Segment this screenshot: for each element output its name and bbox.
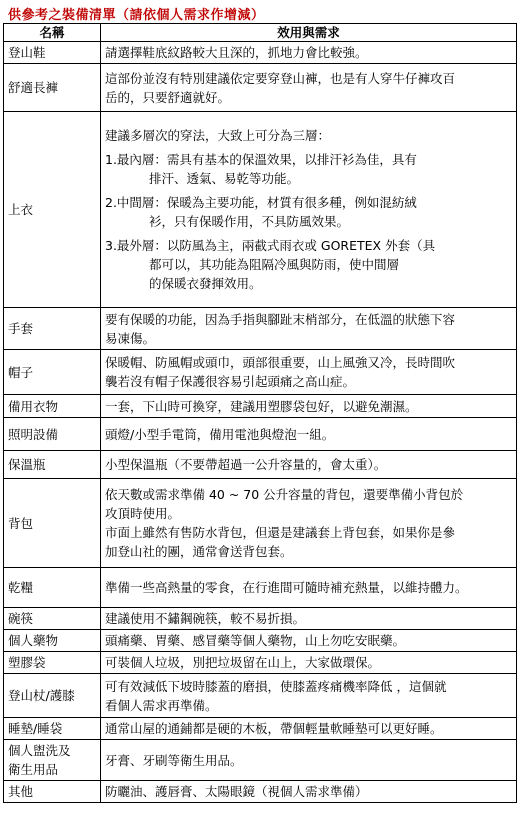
description-line: 可裝個人垃圾，別把垃圾留在山上，大家做環保。 <box>105 655 381 670</box>
row-name: 上衣 <box>4 112 101 308</box>
table-row <box>4 112 517 308</box>
description-line: 看個人需求再準備。 <box>105 697 218 713</box>
description-line: 岳的，只要舒適就好。 <box>105 89 231 105</box>
row-description <box>101 674 517 718</box>
description-line: 3.最外層：以防風為主，兩截式雨衣或 GORETEX 外套（具 <box>105 238 436 253</box>
row-name: 帽子 <box>4 350 101 395</box>
table-row <box>4 740 517 781</box>
row-name: 背包 <box>4 479 101 568</box>
row-name-line: 衛生用品 <box>8 762 59 777</box>
row-name: 照明設備 <box>4 418 101 451</box>
description-line: 頭燈/小型手電筒，備用電池與燈泡一組。 <box>105 426 335 442</box>
row-name: 手套 <box>4 308 101 350</box>
row-description <box>101 451 517 479</box>
header-name: 名稱 <box>4 24 101 42</box>
table-row <box>4 479 517 568</box>
header-description: 效用與需求 <box>101 24 517 42</box>
row-description <box>101 718 517 740</box>
description-line: 攻頂時使用。 <box>105 506 181 521</box>
description-line: 保暖帽、防風帽或頭巾，頭部很重要，山上風強又冷，長時間吹 <box>105 355 456 370</box>
description-line: 通常山屋的通鋪都是硬的木板，帶個輕量軟睡墊可以更好睡。 <box>105 721 443 736</box>
table-row <box>4 418 517 451</box>
table-row <box>4 395 517 418</box>
description-line: 襲若沒有帽子保護很容易引起頭痛之高山症。 <box>105 374 356 389</box>
row-description <box>101 64 517 112</box>
row-name: 乾糧 <box>4 568 101 608</box>
row-description <box>101 350 517 395</box>
row-name: 塑膠袋 <box>4 652 101 674</box>
row-description <box>101 568 517 608</box>
row-name: 碗筷 <box>4 608 101 630</box>
page-title: 供參考之裝備清單（請依個人需求作增減） <box>8 8 265 23</box>
row-description <box>101 740 517 781</box>
description-line: 易凍傷。 <box>105 330 156 346</box>
table-row <box>4 652 517 674</box>
table-row <box>4 718 517 740</box>
description-line: 2.中間層：保暖為主要功能，材質有很多種，例如混紡絨 <box>105 195 417 210</box>
row-description <box>101 112 517 308</box>
description-line: 可有效減低下坡時膝蓋的磨損，使膝蓋疼痛機率降低 ，這個就 <box>105 678 447 694</box>
table-row <box>4 451 517 479</box>
row-description <box>101 781 517 803</box>
description-line: 建議使用不鏽鋼碗筷，較不易折損。 <box>105 611 306 626</box>
table-row <box>4 781 517 803</box>
description-line: 請選擇鞋底紋路較大且深的，抓地力會比較強。 <box>105 45 368 60</box>
description-line: 排汗、透氣、易乾等功能。 <box>149 171 300 186</box>
description-line: 1.最內層：需具有基本的保溫效果，以排汗衫為佳，具有 <box>105 152 417 167</box>
row-name: 保溫瓶 <box>4 451 101 479</box>
table-row <box>4 608 517 630</box>
description-line: 加登山社的團，通常會送背包套。 <box>105 544 293 559</box>
table-row <box>4 350 517 395</box>
row-name: 舒適長褲 <box>4 64 101 112</box>
row-name: 睡墊/睡袋 <box>4 718 101 740</box>
table-row <box>4 308 517 350</box>
row-description <box>101 42 517 64</box>
equipment-table <box>3 23 517 803</box>
table-header-row <box>4 24 517 42</box>
description-line: 防曬油、護唇膏、太陽眼鏡（視個人需求準備） <box>105 784 368 799</box>
row-name <box>4 740 101 781</box>
description-line: 建議多層次的穿法，大致上可分為三層： <box>105 128 331 143</box>
table-row <box>4 64 517 112</box>
description-line: 衫，只有保暖作用，不具防風效果。 <box>149 214 350 229</box>
row-description <box>101 308 517 350</box>
row-name: 個人藥物 <box>4 630 101 652</box>
description-line: 小型保溫瓶（不要帶超過一公升容量的，會太重）。 <box>105 457 387 472</box>
description-line: 這部份並沒有特別建議依定要穿登山褲，也是有人穿牛仔褲攻百 <box>105 70 456 86</box>
table-row <box>4 42 517 64</box>
description-line: 都可以，其功能為阻隔冷風與防雨，使中間層 <box>149 257 400 272</box>
description-line: 要有保暖的功能，因為手指與腳趾末梢部分，在低溫的狀態下容 <box>105 311 456 327</box>
table-row <box>4 674 517 718</box>
table-row <box>4 630 517 652</box>
description-line: 頭痛藥、胃藥、感冒藥等個人藥物，山上勿吃安眠藥。 <box>105 633 406 648</box>
row-name: 備用衣物 <box>4 395 101 418</box>
row-description <box>101 652 517 674</box>
description-line: 依天數或需求準備 40 ~ 70 公升容量的背包，還要準備小背包於 <box>105 487 464 502</box>
row-description <box>101 418 517 451</box>
row-name: 其他 <box>4 781 101 803</box>
row-description <box>101 630 517 652</box>
description-line: 市面上雖然有售防水背包，但還是建議套上背包套，如果你是參 <box>105 525 456 540</box>
row-description <box>101 395 517 418</box>
row-name-line: 個人盥洗及 <box>8 743 71 758</box>
description-line: 的保暖衣發揮效用。 <box>149 276 262 291</box>
table-row <box>4 568 517 608</box>
row-description <box>101 608 517 630</box>
description-line: 一套，下山時可換穿，建議用塑膠袋包好，以避免潮濕。 <box>105 398 418 414</box>
description-line: 牙膏、牙刷等衛生用品。 <box>105 752 243 768</box>
row-name: 登山杖/護膝 <box>4 674 101 718</box>
row-name: 登山鞋 <box>4 42 101 64</box>
description-line: 準備一些高熱量的零食，在行進間可隨時補充熱量，以維持體力。 <box>105 580 468 595</box>
row-description <box>101 479 517 568</box>
